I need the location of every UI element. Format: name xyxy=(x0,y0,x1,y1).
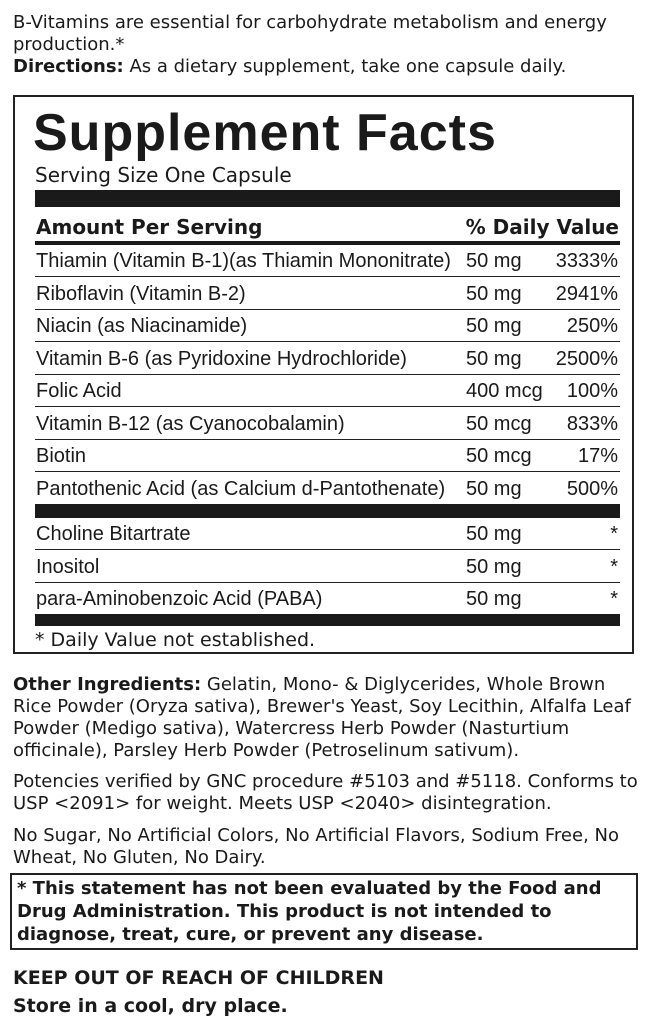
intro-claim: B-Vitamins are essential for carbohydrate metabolism and energy production.* xyxy=(13,12,607,55)
table-row xyxy=(35,408,620,440)
nutrient-amount: 50 mg xyxy=(466,523,522,545)
nutrient-daily-value: 500% xyxy=(566,477,618,500)
nutrient-amount: 50 mg xyxy=(466,555,522,578)
table-row xyxy=(35,278,620,310)
fda-text: * This statement has not been evaluated by the Food and Drug Administration. This product is not intended to diagnose, treat, cure, or prevent any disease. xyxy=(17,878,602,945)
table-row xyxy=(35,375,620,407)
thick-divider xyxy=(35,190,620,207)
directions-text: As a dietary supplement, take one capsule daily. xyxy=(123,56,567,77)
nutrient-daily-value: 833% xyxy=(566,412,618,435)
table-row xyxy=(35,518,620,550)
storage-instructions: Store in a cool, dry place. xyxy=(13,995,288,1017)
free-from-statement: No Sugar, No Artificial Colors, No Artificial Flavors, Sodium Free, No Wheat, No Gluten, No Dairy. xyxy=(13,825,619,868)
nutrient-amount: 50 mg xyxy=(466,250,522,272)
table-header xyxy=(36,215,619,241)
footnote: * Daily Value not established. xyxy=(35,629,316,651)
table-row xyxy=(35,440,620,472)
nutrient-daily-value: 17% xyxy=(577,445,618,467)
nutrient-name: Niacin (as Niacinamide) xyxy=(36,315,248,337)
table-row xyxy=(35,473,620,505)
nutrient-daily-value: * xyxy=(610,588,618,610)
nutrient-name: Riboflavin (Vitamin B-2) xyxy=(36,282,246,305)
nutrient-daily-value: 2500% xyxy=(555,347,618,370)
table-row xyxy=(35,583,620,615)
directions-label: Directions: xyxy=(13,56,124,77)
nutrient-amount: 400 mcg xyxy=(466,380,543,402)
table-row xyxy=(35,343,620,375)
nutrient-amount: 50 mg xyxy=(466,347,522,370)
nutrient-daily-value: * xyxy=(610,523,618,545)
nutrient-name: Thiamin (Vitamin B-1)(as Thiamin Mononitrate) xyxy=(36,250,451,272)
other-ingredients xyxy=(13,674,638,762)
potencies-statement: Potencies verified by GNC procedure #5103 and #5118. Conforms to USP <2091> for weight. Meets USP <2040> disintegration. xyxy=(13,771,638,814)
nutrient-name: Choline Bitartrate xyxy=(36,523,191,545)
nutrient-name: Vitamin B-6 (as Pyridoxine Hydrochloride) xyxy=(36,347,407,370)
nutrient-amount: 50 mg xyxy=(466,315,522,337)
directions xyxy=(13,56,638,78)
table-row xyxy=(35,310,620,342)
nutrient-daily-value: 250% xyxy=(566,315,618,337)
nutrient-amount: 50 mg xyxy=(466,282,522,305)
fda-disclaimer xyxy=(10,873,638,950)
nutrient-name: Pantothenic Acid (as Calcium d-Pantothenate) xyxy=(36,477,446,500)
keep-out-warning: KEEP OUT OF REACH OF CHILDREN xyxy=(13,967,384,989)
nutrient-amount: 50 mg xyxy=(466,588,522,610)
nutrient-name: Vitamin B-12 (as Cyanocobalamin) xyxy=(36,412,345,435)
header-amount-per-serving: Amount Per Serving xyxy=(36,215,263,239)
header-daily-value: % Daily Value xyxy=(465,215,619,239)
intro-text xyxy=(13,12,638,78)
nutrient-name: para-Aminobenzoic Acid (PABA) xyxy=(36,588,323,610)
other-ingredients-label: Other Ingredients: xyxy=(13,674,202,695)
nutrient-daily-value: 3333% xyxy=(555,250,618,272)
nutrient-daily-value: * xyxy=(610,555,618,578)
supplement-facts-panel xyxy=(13,95,634,654)
nutrient-daily-value: 100% xyxy=(566,380,618,402)
nutrient-name: Biotin xyxy=(36,445,87,467)
nutrient-name: Inositol xyxy=(36,555,100,578)
serving-size: Serving Size One Capsule xyxy=(35,163,292,187)
nutrient-daily-value: 2941% xyxy=(555,282,618,305)
table-row xyxy=(35,551,620,583)
nutrient-amount: 50 mg xyxy=(466,477,522,500)
nutrient-amount: 50 mcg xyxy=(466,412,532,435)
nutrient-name: Folic Acid xyxy=(36,380,122,402)
nutrient-amount: 50 mcg xyxy=(466,445,532,467)
thick-divider xyxy=(35,614,620,626)
other-ingredients-text: Gelatin, Mono- & Diglycerides, Whole Brown Rice Powder (Oryza sativa), Brewer's Yeast, Soy Lecithin, Alfalfa Leaf Powder (Medigo sativa), Watercress Herb Powder (Nasturtium officinale), Parsley Herb Powder (Petroselinum sativum). xyxy=(13,674,631,761)
facts-title: Supplement Facts xyxy=(33,104,497,162)
table-row xyxy=(35,245,620,277)
thick-divider xyxy=(35,504,620,518)
